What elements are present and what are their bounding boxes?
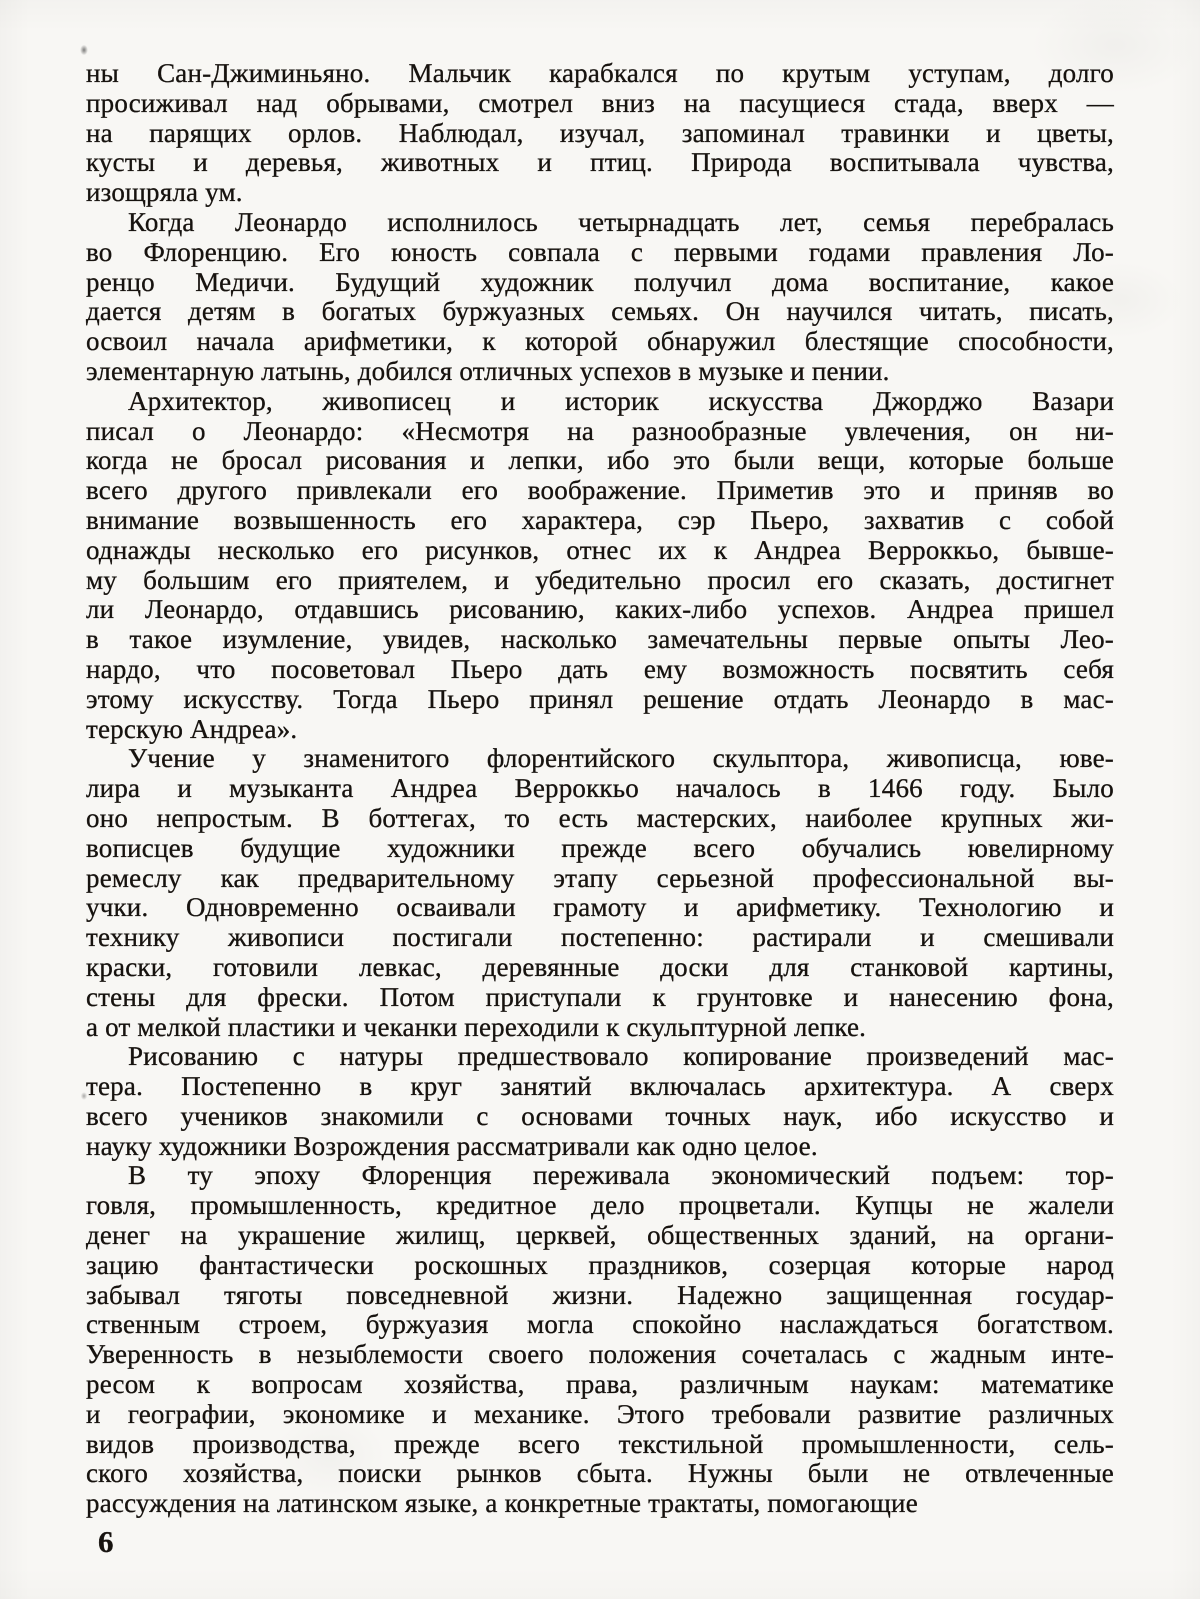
paragraph [86,744,1114,1042]
text-line: краски, готовили левкас, деревянные доски для станковой картины, [86,951,1114,982]
text-line: этому искусству. Тогда Пьеро принял решение отдать Леонардо в мас- [86,683,1114,714]
text-line: лира и музыканта Андреа Верроккьо началось в 1466 году. Было [86,773,1114,804]
text-line: когда не бросал рисования и лепки, ибо это были вещи, которые больше [86,445,1114,476]
text-line: оно непростым. В боттегах, то есть мастерских, наиболее крупных жи- [86,802,1114,833]
text-line: В ту эпоху Флоренция переживала экономический подъем: тор- [128,1160,1114,1191]
text-line: изощряла ум. [86,177,243,208]
text-line: зацию фантастически роскошных праздников, созерцая которые народ [86,1249,1114,1280]
text-line: и географии, экономике и механике. Этого требовали развитие различных [86,1398,1114,1429]
text-line: денег на украшение жилищ, церквей, общественных зданий, на органи- [86,1220,1114,1251]
text-line: ремеслу как предварительному этапу серьезной профессиональной вы- [86,862,1114,893]
paragraph [86,1042,1114,1161]
text-line: писал о Леонардо: «Несмотря на разнообразные увлечения, он ни- [86,415,1114,446]
text-line: ны Сан-Джиминьяно. Мальчик карабкался по крутым уступам, долго [86,58,1114,88]
text-line: всего учеников знакомили с основами точных наук, ибо искусство и [86,1100,1114,1131]
text-line: однажды несколько его рисунков, отнес их к Андреа Верроккьо, бывше- [86,534,1114,565]
text-line: нардо, что посоветовал Пьеро дать ему возможность посвятить себя [86,653,1114,684]
paragraph [86,387,1114,745]
text-line: технику живописи постигали постепенно: растирали и смешивали [86,922,1114,953]
paragraph [86,59,1114,208]
text-line: просиживал над обрывами, смотрел вниз на пасущиеся стада, вверх — [86,87,1114,118]
text-line: стены для фрески. Потом приступали к грунтовке и нанесению фона, [86,981,1114,1012]
text-line: кусты и деревья, животных и птиц. Природа воспитывала чувства, [86,147,1114,178]
text-line: ли Леонардо, отдавшись рисованию, каких-либо успехов. Андреа пришел [86,594,1114,625]
text-line: ского хозяйства, поиски рынков сбыта. Нужны были не отвлеченные [86,1458,1114,1489]
text-line: а от мелкой пластики и чеканки переходили к скульптурной лепке. [86,1011,867,1042]
text-line: тера. Постепенно в круг занятий включалась архитектура. А сверх [86,1071,1114,1102]
paragraph [86,1161,1114,1519]
text-line: му большим его приятелем, и убедительно просил его сказать, достигнет [86,564,1114,595]
text-line: ренцо Медичи. Будущий художник получил дома воспитание, какое [86,266,1114,297]
text-line: Когда Леонардо исполнилось четырнадцать лет, семья перебралась [128,206,1114,237]
text-line: во Флоренцию. Его юность совпала с первыми годами правления Ло- [86,236,1114,267]
text-line: вописцев будущие художники прежде всего обучались ювелирному [86,832,1114,863]
text-line: Архитектор, живописец и историк искусства Джорджо Вазари [128,385,1114,416]
text-line: науку художники Возрождения рассматривали как одно целое. [86,1130,818,1161]
text-line: Рисованию с натуры предшествовало копирование произведений мас- [128,1041,1114,1072]
text-line: рассуждения на латинском языке, а конкретные трактаты, помогающие [86,1488,918,1519]
text-line: ресом к вопросам хозяйства, права, различным наукам: математике [86,1369,1114,1400]
text-line: видов производства, прежде всего текстильной промышленности, сель- [86,1428,1114,1459]
text-line: на парящих орлов. Наблюдал, изучал, запоминал травинки и цветы, [86,117,1114,148]
text-line: учки. Одновременно осваивали грамоту и арифметику. Технологию и [86,892,1114,923]
text-line: в такое изумление, увидев, насколько замечательны первые опыты Лео- [86,624,1114,655]
text-line: всего другого привлекали его воображение. Приметив это и приняв во [86,475,1114,506]
text-line: ственным строем, буржуазия могла спокойно наслаждаться богатством. [86,1309,1114,1340]
paragraph [86,208,1114,387]
text-line: Учение у знаменитого флорентийского скульптора, живописца, юве- [128,743,1114,774]
page-number: 6 [98,1524,114,1559]
text-line: Уверенность в незыблемости своего положения сочеталась с жадным инте- [86,1339,1114,1370]
text-line: освоил начала арифметики, к которой обнаружил блестящие способности, [86,326,1114,357]
text-line: забывал тяготы повседневной жизни. Надежно защищенная государ- [86,1279,1114,1310]
text-line: внимание возвышенность его характера, сэр Пьеро, захватив с собой [86,504,1114,535]
text-line: говля, промышленность, кредитное дело процветали. Купцы не жалели [86,1190,1114,1221]
text-block [86,59,1114,1519]
text-line: элементарную латынь, добился отличных успехов в музыке и пении. [86,355,890,386]
text-line: терскую Андреа». [86,713,298,744]
text-line: дается детям в богатых буржуазных семьях. Он научился читать, писать, [86,296,1114,327]
